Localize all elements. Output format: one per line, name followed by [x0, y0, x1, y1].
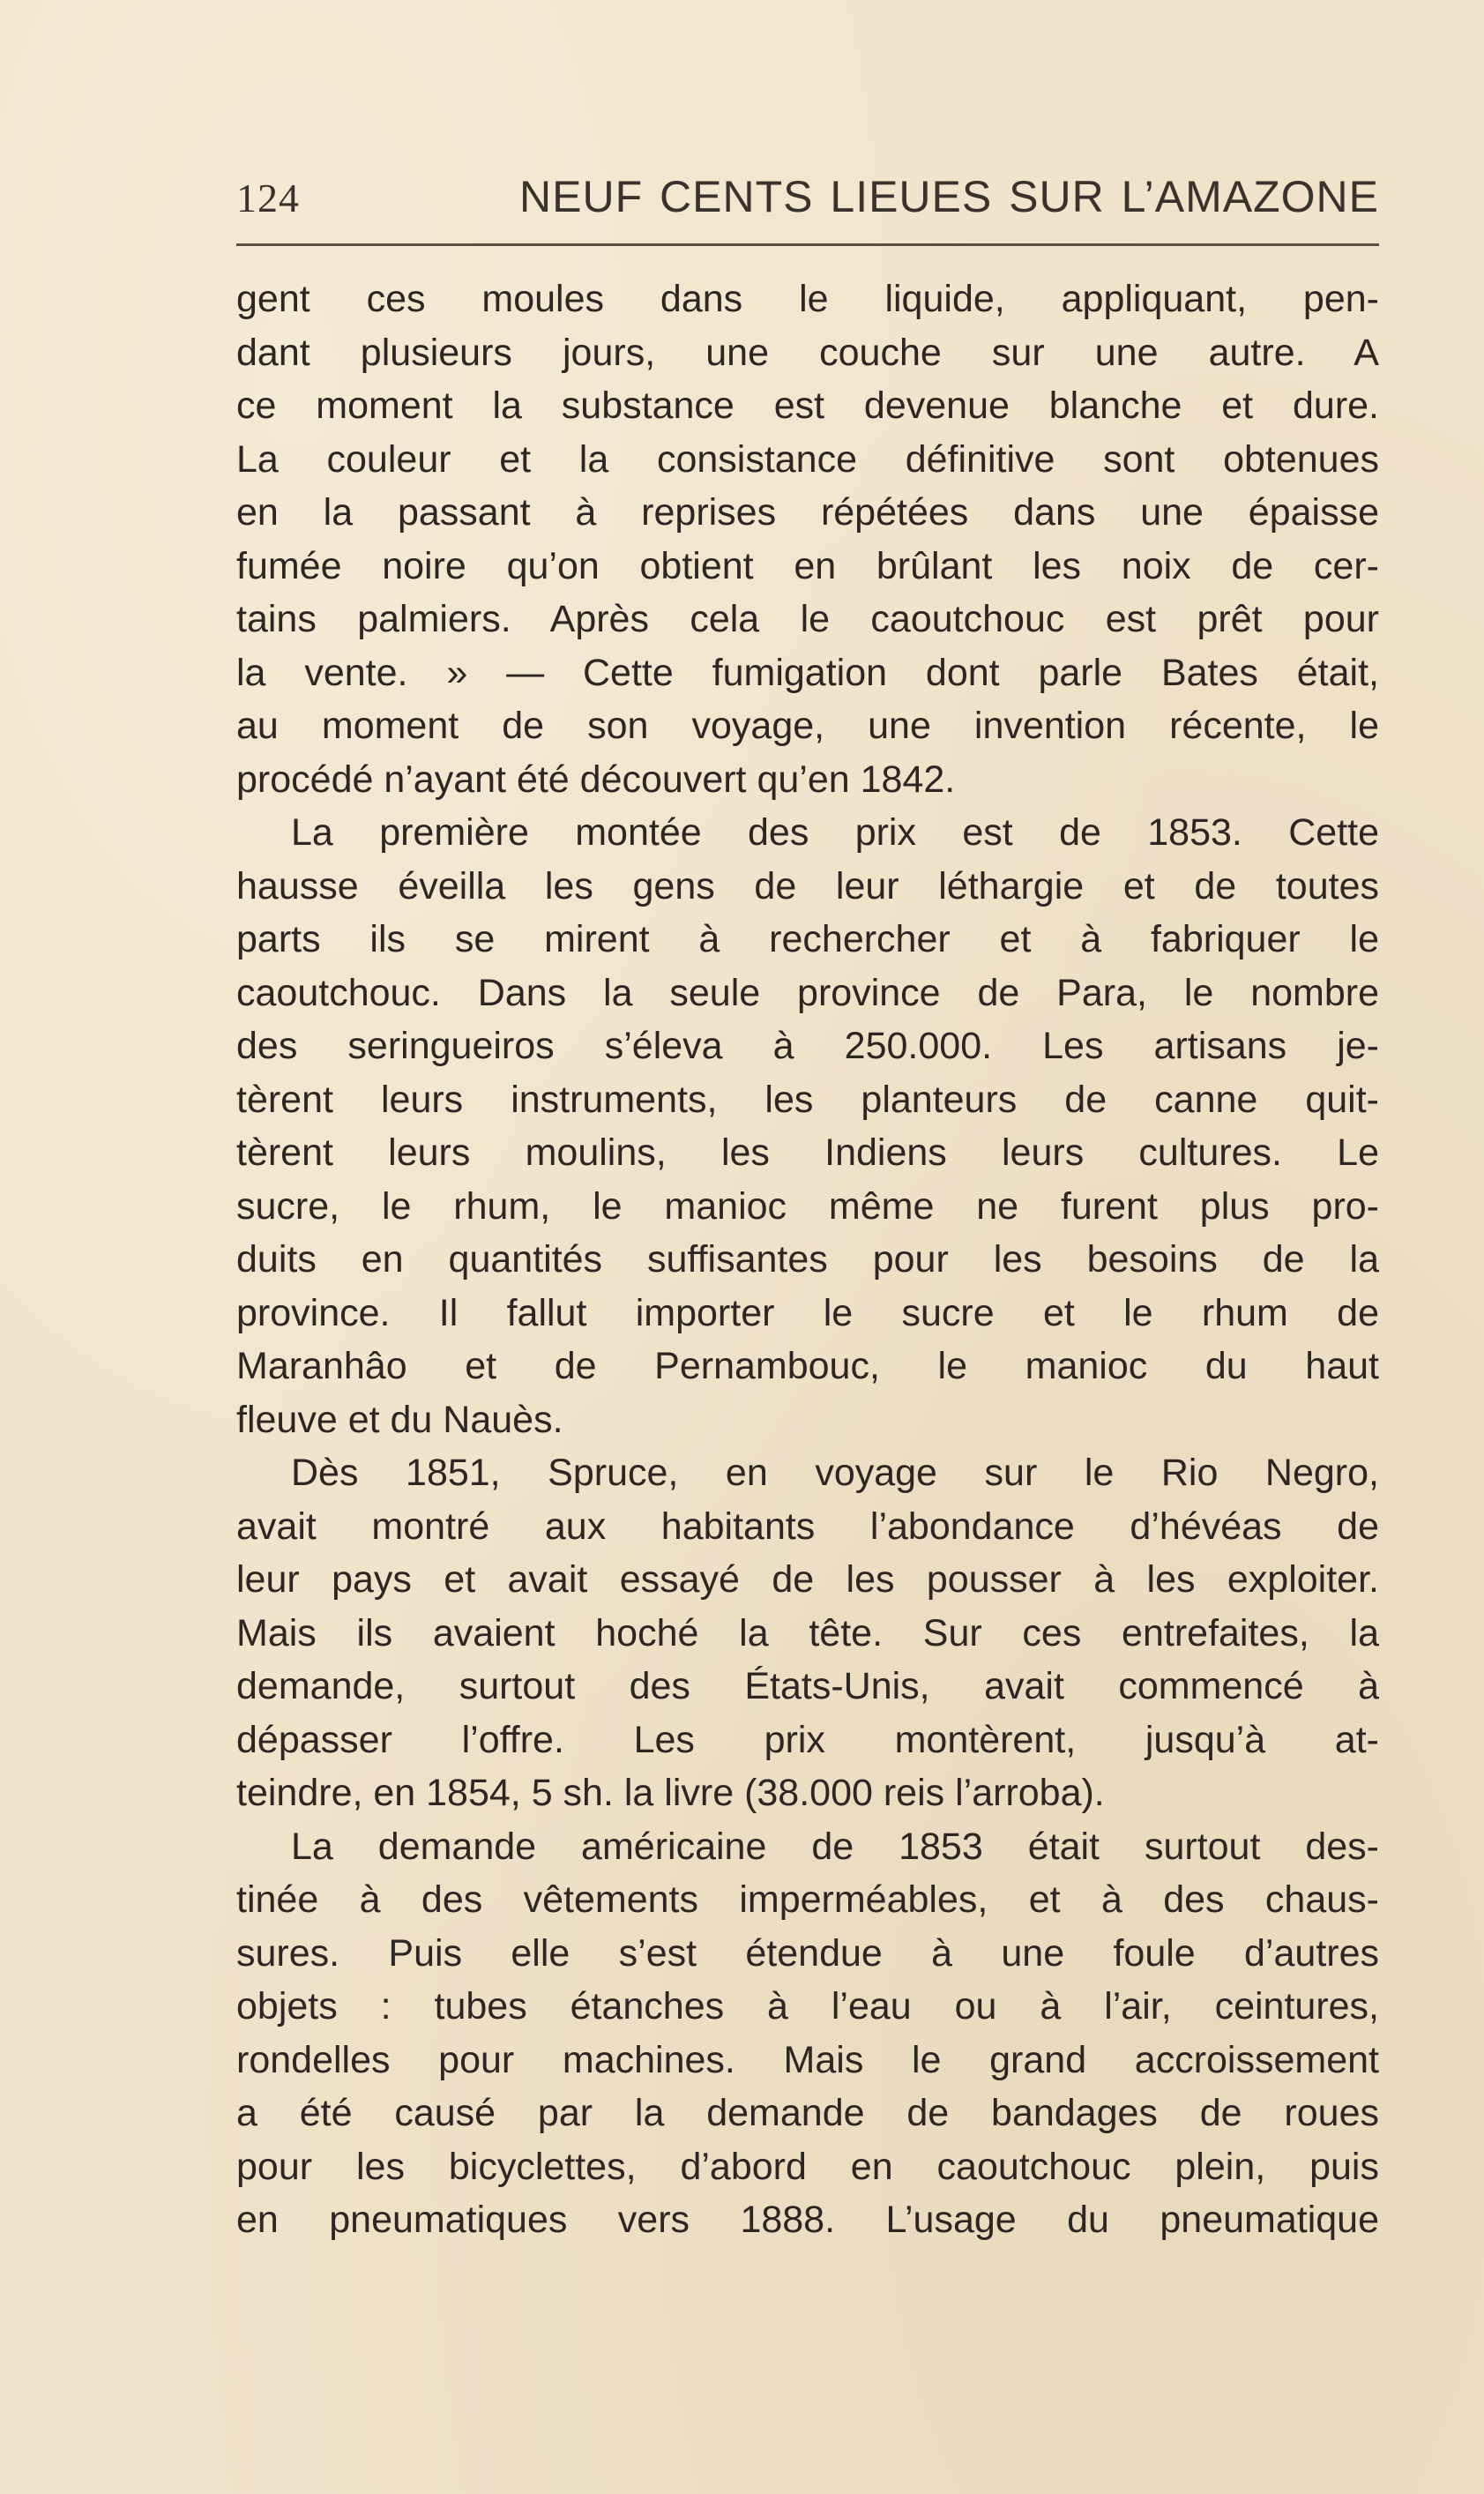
text-line: objets : tubes étanches à l’eau ou à l’air, ceintures, — [236, 1985, 1379, 2027]
running-title: NEUF CENTS LIEUES SUR L’AMAZONE — [519, 172, 1379, 221]
text-line: dant plusieurs jours, une couche sur une autre. A — [236, 331, 1379, 374]
text-line: hausse éveilla les gens de leur léthargie et de toutes — [236, 864, 1379, 907]
running-head — [236, 168, 1379, 233]
text-line: parts ils se mirent à rechercher et à fabriquer le — [236, 918, 1379, 960]
text-line: a été causé par la demande de bandages de roues — [236, 2092, 1379, 2134]
text-line: teindre, en 1854, 5 sh. la livre (38.000 reis l’arroba). — [236, 1772, 1105, 1814]
text-line: Mais ils avaient hoché la tête. Sur ces entrefaites, la — [236, 1611, 1379, 1654]
text-line: dépasser l’offre. Les prix montèrent, jusqu’à at- — [236, 1718, 1379, 1761]
text-line: ce moment la substance est devenue blanche et dure. — [236, 385, 1379, 427]
text-line: La demande américaine de 1853 était surtout des- — [291, 1825, 1379, 1868]
book-page — [236, 168, 1379, 2247]
text-line: procédé n’ayant été découvert qu’en 1842. — [236, 758, 956, 801]
page-number: 124 — [236, 175, 300, 220]
text-line: tèrent leurs moulins, les Indiens leurs cultures. Le — [236, 1131, 1379, 1174]
text-line: La première montée des prix est de 1853. Cette — [291, 811, 1379, 854]
body-text — [236, 273, 1379, 2247]
text-line: tinée à des vêtements imperméables, et à des chaus- — [236, 1878, 1379, 1921]
text-line: des seringueiros s’éleva à 250.000. Les artisans je- — [236, 1025, 1379, 1067]
text-line: fumée noire qu’on obtient en brûlant les noix de cer- — [236, 544, 1379, 587]
text-line: duits en quantités suffisantes pour les besoins de la — [236, 1238, 1379, 1281]
text-line: en la passant à reprises répétées dans une épaisse — [236, 491, 1379, 534]
text-line: La couleur et la consistance définitive sont obtenues — [236, 437, 1379, 481]
text-line: fleuve et du Nauès. — [236, 1398, 563, 1441]
text-line: province. Il fallut importer le sucre et le rhum de — [236, 1291, 1379, 1334]
text-line: sucre, le rhum, le manioc même ne furent plus pro- — [236, 1184, 1379, 1228]
text-line: sures. Puis elle s’est étendue à une foule d’autres — [236, 1931, 1379, 1975]
text-line: caoutchouc. Dans la seule province de Para, le nombre — [236, 971, 1379, 1014]
text-line: tèrent leurs instruments, les planteurs de canne quit- — [236, 1078, 1379, 1121]
text-line: la vente. » — Cette fumigation dont parle Bates était, — [236, 651, 1379, 694]
text-line: avait montré aux habitants l’abondance d’hévéas de — [236, 1505, 1379, 1548]
text-line: leur pays et avait essayé de les pousser à les exploiter. — [236, 1558, 1379, 1601]
text-line: Dès 1851, Spruce, en voyage sur le Rio Negro, — [291, 1452, 1379, 1494]
text-line: gent ces moules dans le liquide, appliquant, pen- — [236, 278, 1379, 320]
text-line: en pneumatiques vers 1888. L’usage du pneumatique — [236, 2199, 1379, 2241]
text-line: rondelles pour machines. Mais le grand accroissement — [236, 2038, 1379, 2081]
paragraph-4 — [236, 1820, 1379, 2247]
text-line: Maranhâo et de Pernambouc, le manioc du haut — [236, 1345, 1379, 1387]
text-line: tains palmiers. Après cela le caoutchouc est prêt pour — [236, 598, 1379, 640]
text-line: au moment de son voyage, une invention récente, le — [236, 705, 1379, 747]
paragraph-2 — [236, 806, 1379, 1446]
paragraph-1 — [236, 273, 1379, 806]
text-line: pour les bicyclettes, d’abord en caoutchouc plein, puis — [236, 2145, 1379, 2188]
header-rule — [236, 243, 1379, 246]
paragraph-3 — [236, 1446, 1379, 1820]
text-line: demande, surtout des États-Unis, avait commencé à — [236, 1665, 1379, 1707]
